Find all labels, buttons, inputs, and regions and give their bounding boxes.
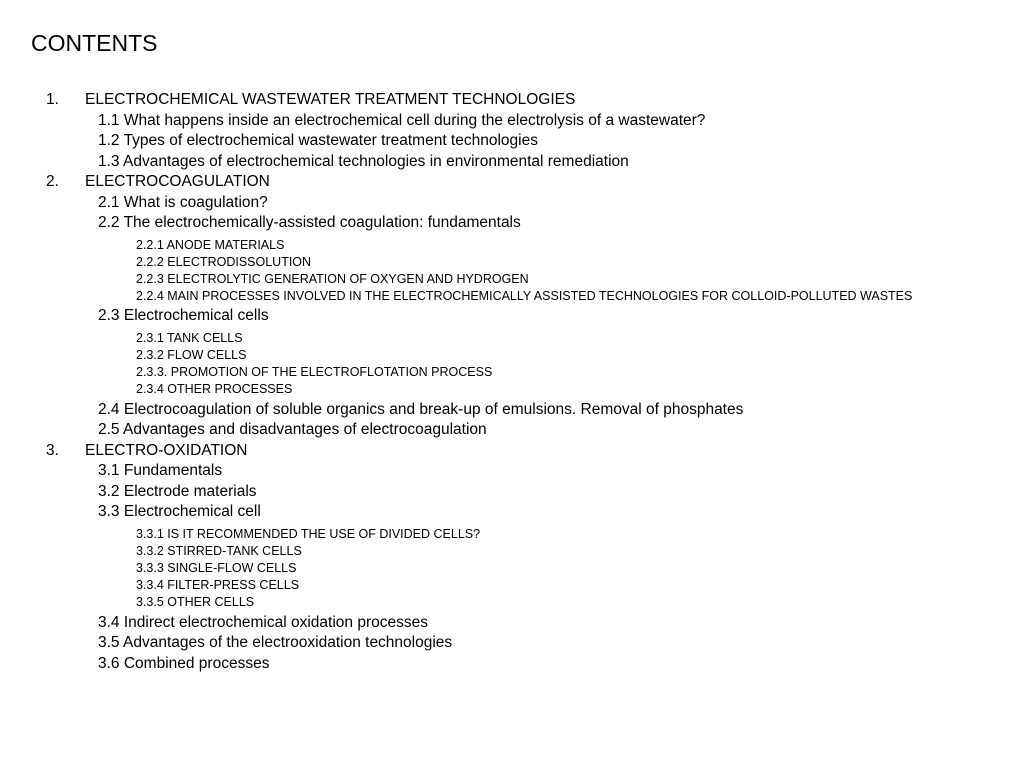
toc-item-1-3: 1.3 Advantages of electrochemical technologies in environmental remediation bbox=[98, 152, 629, 170]
toc-item-3-5: 3.5 Advantages of the electrooxidation technologies bbox=[98, 634, 453, 652]
toc-item-2-3: 2.3 Electrochemical cells bbox=[98, 307, 269, 325]
toc-section-1 bbox=[0, 90, 1024, 111]
toc-subitem-3-3-2: 3.3.2 STIRRED-TANK CELLS bbox=[136, 543, 302, 558]
toc-item-1-1: 1.1 What happens inside an electrochemical cell during the electrolysis of a wastewater? bbox=[98, 111, 706, 129]
toc-subitem-3-3-4: 3.3.4 FILTER-PRESS CELLS bbox=[136, 578, 300, 593]
toc-subitem-2-2-1: 2.2.1 ANODE MATERIALS bbox=[136, 237, 285, 252]
section-title: ELECTROCOAGULATION bbox=[85, 173, 270, 190]
toc-subitem-3-3-1: 3.3.1 IS IT RECOMMENDED THE USE OF DIVIDED CELLS? bbox=[136, 526, 481, 541]
page-title: CONTENTS bbox=[31, 30, 158, 56]
toc-item-3-3: 3.3 Electrochemical cell bbox=[98, 503, 261, 521]
toc-section-3 bbox=[0, 441, 1024, 462]
toc-item-3-4: 3.4 Indirect electrochemical oxidation processes bbox=[98, 613, 428, 631]
toc-subitem-2-3-1: 2.3.1 TANK CELLS bbox=[136, 330, 243, 345]
section-number: 3. bbox=[46, 441, 59, 459]
toc-subitem-3-3-3: 3.3.3 SINGLE-FLOW CELLS bbox=[136, 561, 297, 576]
toc-subitem-2-3-4: 2.3.4 OTHER PROCESSES bbox=[136, 382, 293, 397]
toc-item-2-4: 2.4 Electrocoagulation of soluble organics and break-up of emulsions. Removal of phosphates bbox=[98, 400, 744, 418]
toc-section-2 bbox=[0, 172, 1024, 193]
table-of-contents bbox=[0, 90, 1024, 674]
toc-subitem-2-2-2: 2.2.2 ELECTRODISSOLUTION bbox=[136, 254, 312, 269]
toc-subitem-2-2-4: 2.2.4 MAIN PROCESSES INVOLVED IN THE ELECTROCHEMICALLY ASSISTED TECHNOLOGIES FOR COLLOID-POLLUTED WASTES bbox=[136, 289, 913, 304]
toc-item-1-2: 1.2 Types of electrochemical wastewater treatment technologies bbox=[98, 132, 538, 149]
toc-item-3-6: 3.6 Combined processes bbox=[98, 654, 270, 672]
toc-subitem-3-3-5: 3.3.5 OTHER CELLS bbox=[136, 595, 255, 610]
toc-item-3-2: 3.2 Electrode materials bbox=[98, 482, 257, 500]
toc-subitem-2-2-3: 2.2.3 ELECTROLYTIC GENERATION OF OXYGEN AND HYDROGEN bbox=[136, 271, 529, 286]
toc-item-3-1: 3.1 Fundamentals bbox=[98, 462, 223, 480]
toc-item-2-5: 2.5 Advantages and disadvantages of electrocoagulation bbox=[98, 421, 487, 439]
section-number: 1. bbox=[46, 91, 59, 108]
toc-subitem-2-3-3: 2.3.3. PROMOTION OF THE ELECTROFLOTATION PROCESS bbox=[136, 365, 493, 380]
toc-item-2-1: 2.1 What is coagulation? bbox=[98, 193, 268, 211]
toc-item-2-2: 2.2 The electrochemically-assisted coagulation: fundamentals bbox=[98, 214, 521, 231]
section-title: ELECTROCHEMICAL WASTEWATER TREATMENT TECHNOLOGIES bbox=[85, 91, 576, 108]
section-number: 2. bbox=[46, 173, 59, 190]
toc-subitem-2-3-2: 2.3.2 FLOW CELLS bbox=[136, 348, 247, 363]
section-title: ELECTRO-OXIDATION bbox=[85, 441, 248, 459]
